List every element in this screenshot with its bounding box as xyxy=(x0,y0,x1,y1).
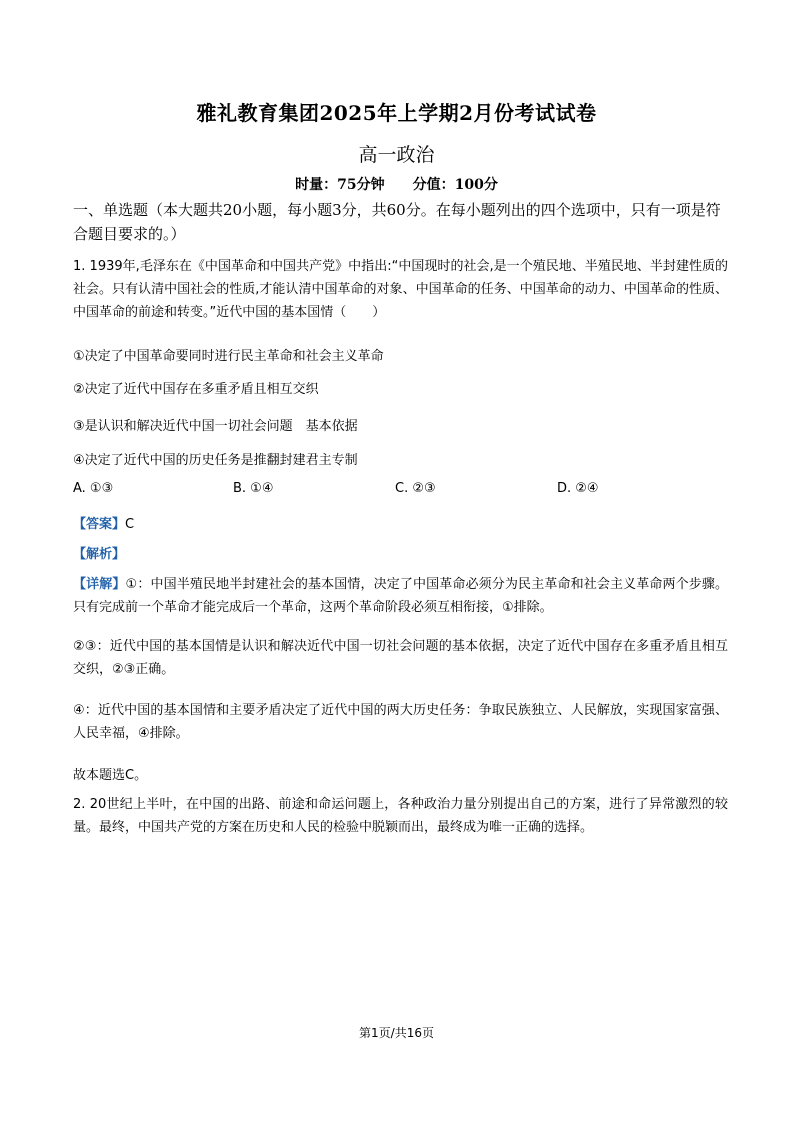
question-1-statement-1: ①决定了中国革命要同时进行民主革命和社会主义革命 xyxy=(73,349,384,364)
exam-time-score xyxy=(0,174,793,194)
question-1-statement-2: ②决定了近代中国存在多重矛盾且相互交织 xyxy=(73,382,319,397)
page-number: 第1页/共16页 xyxy=(359,1026,434,1040)
question-1-option-b: B. ①④ xyxy=(233,481,274,496)
question-1-statement-3: ③是认识和解决近代中国一切社会问题 基本依据 xyxy=(73,419,358,434)
question-1-option-c: C. ②③ xyxy=(395,481,436,496)
section-instruction: 一、单选题（本大题共20小题，每小题3分，共60分。在每小题列出的四个选项中，只有一项是符合题目要求的。） xyxy=(73,201,721,243)
answer-line xyxy=(73,513,134,532)
detail-paragraph-1 xyxy=(73,573,728,619)
question-1-conclusion: 故本题选C。 xyxy=(73,768,148,783)
answer-value: C xyxy=(125,517,135,532)
question-1-option-d: D. ②④ xyxy=(557,481,599,496)
detail-label: 【详解】 xyxy=(73,577,126,592)
question-1-option-a: A. ①③ xyxy=(73,481,114,496)
question-1-statement-4: ④决定了近代中国的历史任务是推翻封建君主专制 xyxy=(73,453,358,468)
detail-text-1: ①：中国半殖民地半封建社会的基本国情，决定了中国革命必须分为民主革命和社会主义革命两个步骤。只有完成前一个革命才能完成后一个革命，这两个革命阶段必须互相衔接，①排除。 xyxy=(73,577,728,615)
question-1-stem: 1. 1939年,毛泽东在《中国革命和中国共产党》中指出:“中国现时的社会,是一个殖民地、半殖民地、半封建性质的社会。只有认清中国社会的性质,才能认清中国革命的对象、中国革命的任务、中国革命的动力、中国革命的性质、中国革命的前途和转变。”近代中国的基本国情（ ） xyxy=(73,259,728,320)
question-2-stem: 2. 20世纪上半叶，在中国的出路、前途和命运问题上，各种政治力量分别提出自己的方案，进行了异常激烈的较量。最终，中国共产党的方案在历史和人民的检验中脱颖而出，最终成为唯一正确的选择。 xyxy=(73,797,728,835)
detail-paragraph-2: ②③：近代中国的基本国情是认识和解决近代中国一切社会问题的基本依据，决定了近代中国存在多重矛盾且相互交织，②③正确。 xyxy=(73,639,728,677)
answer-label: 【答案】 xyxy=(73,517,126,532)
exam-score: 分值：100分 xyxy=(412,177,498,193)
exam-title: 雅礼教育集团2025年上学期2月份考试试卷 xyxy=(196,101,597,125)
exam-time: 时量：75分钟 xyxy=(295,177,385,193)
exam-subject: 高一政治 xyxy=(358,144,435,166)
detail-paragraph-3: ④：近代中国的基本国情和主要矛盾决定了近代中国的两大历史任务：争取民族独立、人民解放，实现国家富强、人民幸福，④排除。 xyxy=(73,703,728,741)
analysis-label: 【解析】 xyxy=(73,547,126,562)
